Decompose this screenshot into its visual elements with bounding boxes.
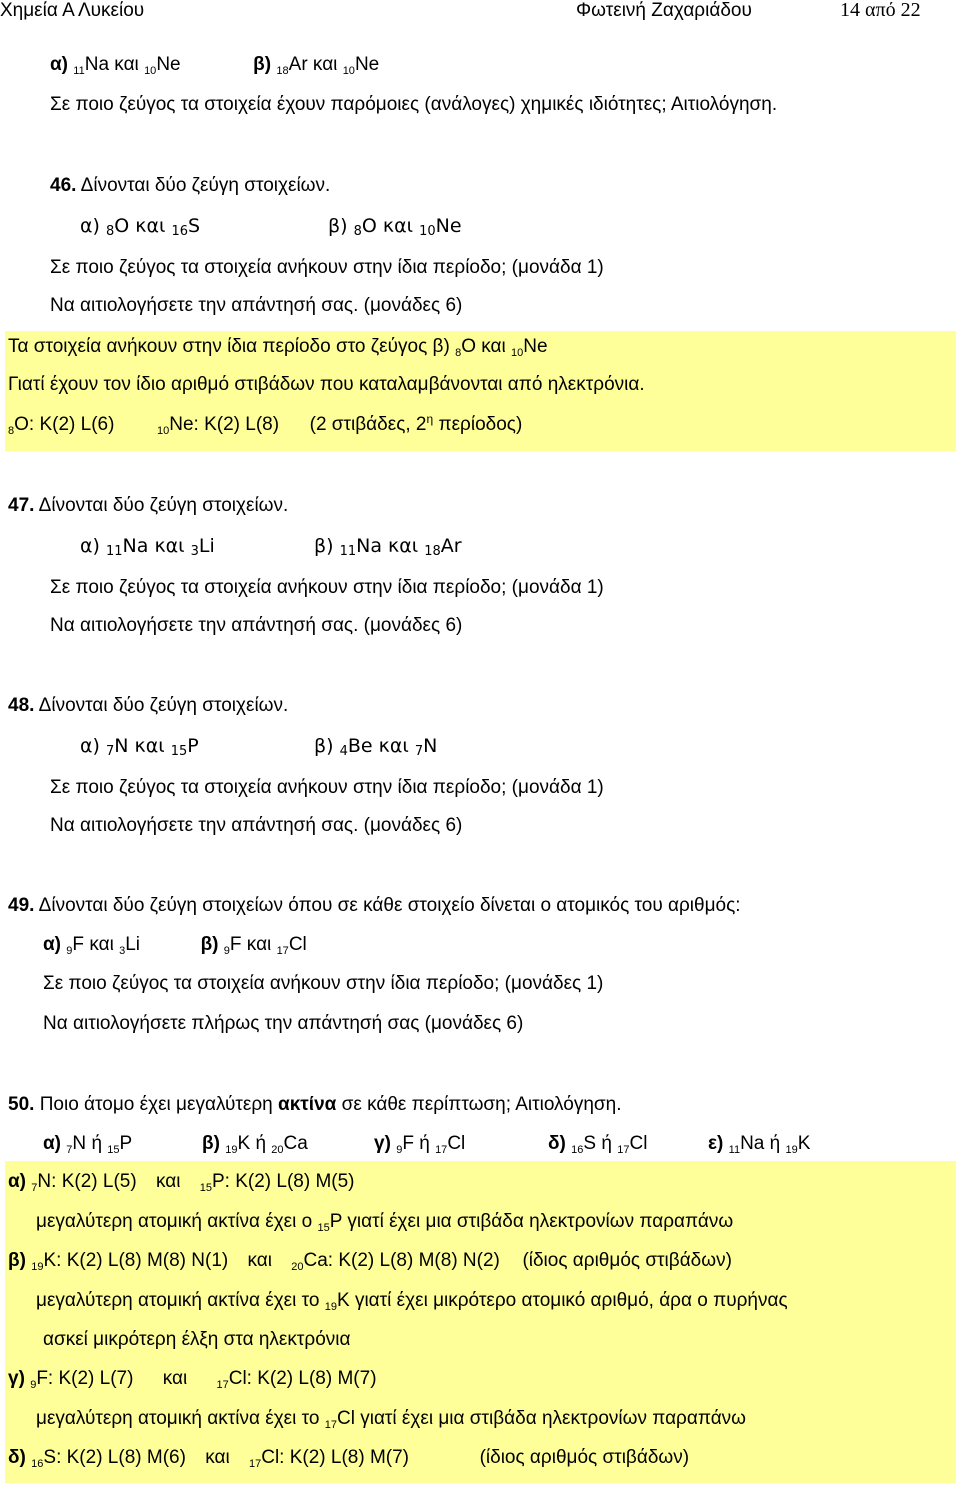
q46-number: 46. — [50, 175, 77, 196]
q50-pair-d: δ) $_{16}$S ή $_{17}$Cl — [548, 1133, 648, 1156]
q48-intro: 48. Δίνονται δύο ζεύγη στοιχείων. — [8, 695, 289, 716]
q49-number: 49. — [8, 895, 35, 916]
q47-number: 47. — [8, 495, 35, 516]
q45-label-a: α) — [50, 54, 69, 75]
q49-question: Σε ποιο ζεύγος τα στοιχεία ανήκουν στην ίδια περίοδο; (μονάδες 1) — [43, 973, 604, 994]
page-header — [0, 0, 960, 22]
q47-intro: 47. Δίνονται δύο ζεύγη στοιχείων. — [8, 495, 289, 516]
q46-answer-line-3: $_8$O: K(2) L(6) $_{10}$Ne: K(2) L(8) (2 στιβάδες, $2^\eta$ περίοδος) — [8, 412, 523, 437]
header-author: Φωτεινή Ζαχαριάδου — [576, 0, 752, 21]
q49-intro: 49. Δίνονται δύο ζεύγη στοιχείων όπου σε κάθε στοιχείο δίνεται ο ατομικός του αριθμός: — [8, 895, 741, 916]
q48-justify: Να αιτιολογήσετε την απάντησή σας. (μονάδες 6) — [50, 815, 463, 836]
q46-intro: 46. Δίνονται δύο ζεύγη στοιχείων. — [50, 175, 331, 196]
q46-pairs: α) 8O και 16S — [80, 215, 201, 239]
q47-justify: Να αιτιολογήσετε την απάντησή σας. (μονάδες 6) — [50, 615, 463, 636]
q50-answer-c-config: γ) $_9$F: K(2) L(7) και $_{17}$Cl: K(2) L(8) M(7) — [8, 1368, 377, 1391]
q50-answer-a-explanation: μεγαλύτερη ατομική ακτίνα έχει ο $_{15}$P γιατί έχει μια στιβάδα ηλεκτρονίων παραπάνω — [36, 1211, 734, 1234]
header-course: Χημεία Α Λυκείου — [0, 0, 145, 21]
q46-answer-line-1: Τα στοιχεία ανήκουν στην ίδια περίοδο στο ζεύγος β) $_8$O και $_{10}$Ne — [8, 336, 548, 359]
q50-answer-d-config: δ) $_{16}$S: K(2) L(8) M(6) και $_{17}$Cl: K(2) L(8) M(7) (ίδιος αριθμός στιβάδων) — [8, 1447, 690, 1470]
q50-pair-c: γ) $_9$F ή $_{17}$Cl — [374, 1133, 466, 1156]
q50-pair-a: α) $_7$N ή $_{15}$P — [43, 1133, 133, 1156]
q50-answer-b-explanation: μεγαλύτερη ατομική ακτίνα έχει το $_{19}$K γιατί έχει μικρότερο ατομικό αριθμό, άρα ο πυρήνας — [36, 1290, 788, 1313]
header-page-number: 14 από 22 — [840, 0, 921, 21]
q47-question: Σε ποιο ζεύγος τα στοιχεία ανήκουν στην ίδια περίοδο; (μονάδα 1) — [50, 577, 604, 598]
q50-answer-b-explanation-2: ασκεί μικρότερη έλξη στα ηλεκτρόνια — [43, 1329, 351, 1350]
q45-question: Σε ποιο ζεύγος τα στοιχεία έχουν παρόμοιες (ανάλογες) χημικές ιδιότητες; Αιτιολόγηση. — [50, 94, 778, 115]
q46-question: Σε ποιο ζεύγος τα στοιχεία ανήκουν στην ίδια περίοδο; (μονάδα 1) — [50, 257, 604, 278]
q50-number: 50. — [8, 1094, 35, 1115]
q47-pair-b: β) 11Na και 18Ar — [314, 535, 462, 559]
q50-answer-a-config: α) $_7$N: K(2) L(5) και $_{15}$P: K(2) L(8) M(5) — [8, 1171, 355, 1194]
q46-justify: Να αιτιολογήσετε την απάντησή σας. (μονάδες 6) — [50, 295, 463, 316]
q49-pairs: α) $_9$F και $_3$Li β) $_9$F και $_{17}$Cl — [43, 934, 307, 957]
q48-pair-b: β) 4Be και 7N — [314, 735, 438, 759]
answer-50-highlight — [5, 1161, 956, 1483]
q48-number: 48. — [8, 695, 35, 716]
q46-pair-b: β) 8O και 10Ne — [328, 215, 462, 239]
q50-pair-e: ε) $_{11}$Na ή $_{19}$K — [708, 1133, 811, 1156]
q50-pair-b: β) $_{19}$K ή $_{20}$Ca — [202, 1133, 308, 1156]
q50-answer-c-explanation: μεγαλύτερη ατομική ακτίνα έχει το $_{17}$Cl γιατί έχει μια στιβάδα ηλεκτρονίων παραπάνω — [36, 1408, 747, 1431]
q50-answer-b-config: β) $_{19}$K: K(2) L(8) M(8) N(1) και $_{20}$Ca: K(2) L(8) M(8) N(2) (ίδιος αριθμός στιβάδων) — [8, 1250, 732, 1273]
q46-answer-line-2: Γιατί έχουν τον ίδιο αριθμό στιβάδων που καταλαμβάνονται από ηλεκτρόνια. — [8, 374, 645, 395]
q45-label-b: β) — [253, 54, 272, 75]
q48-question: Σε ποιο ζεύγος τα στοιχεία ανήκουν στην ίδια περίοδο; (μονάδα 1) — [50, 777, 604, 798]
q50-intro: 50. Ποιο άτομο έχει μεγαλύτερη ακτίνα σε κάθε περίπτωση; Αιτιολόγηση. — [8, 1094, 622, 1115]
q45-pairs: α) $_{11}$Na και $_{10}$Ne β) $_{18}$Ar και $_{10}$Ne — [50, 54, 380, 77]
q48-pair-a: α) 7N και 15P — [80, 735, 199, 759]
q49-justify: Να αιτιολογήσετε πλήρως την απάντησή σας (μονάδες 6) — [43, 1013, 524, 1034]
q47-pair-a: α) 11Na και 3Li — [80, 535, 215, 559]
